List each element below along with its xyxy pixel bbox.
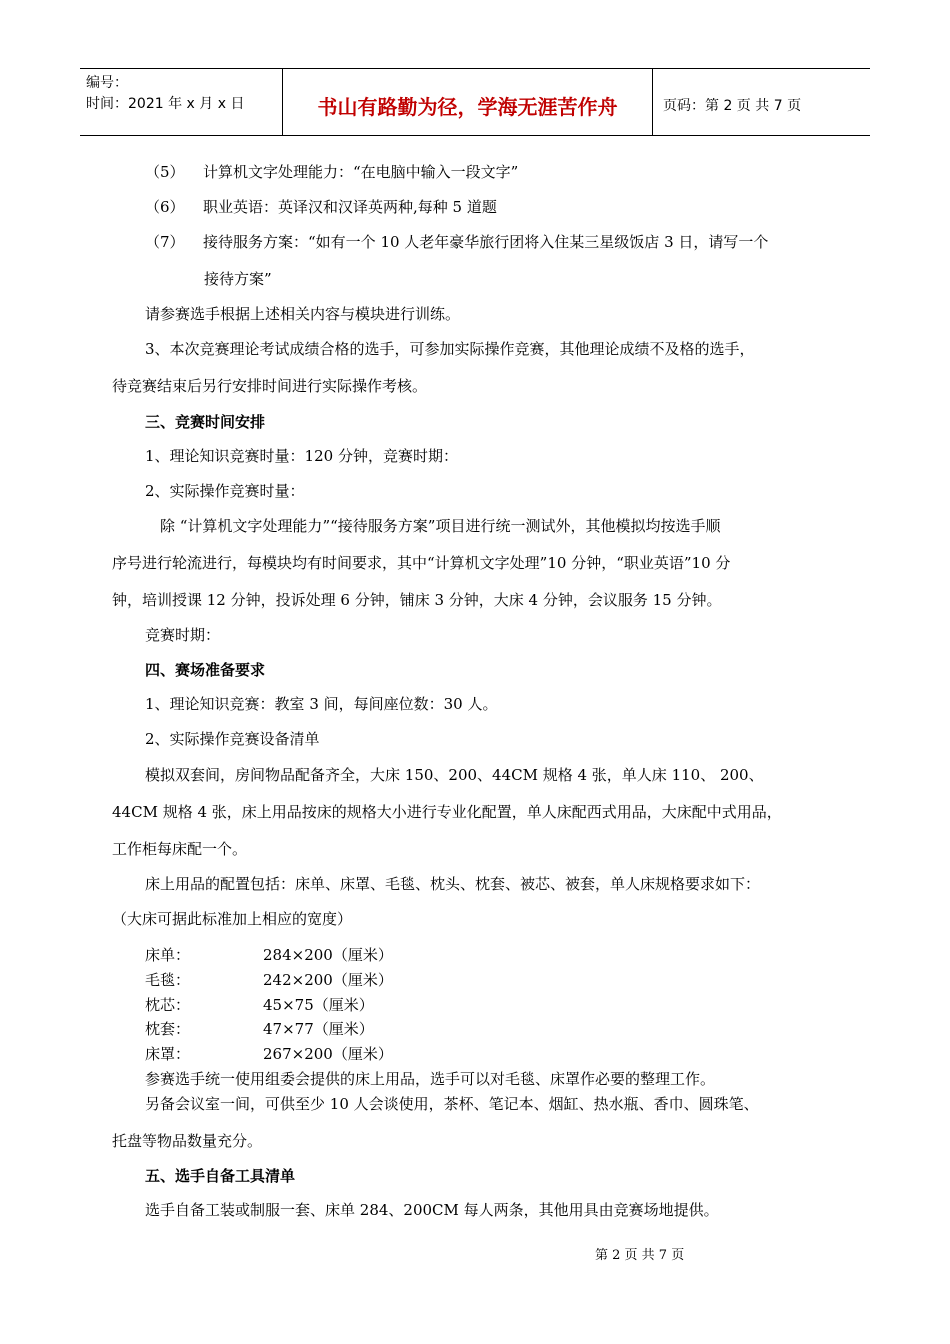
- section-4-item-1: 1、理论知识竞赛：教室 3 间，每间座位数：30 人。: [145, 695, 498, 713]
- section-4-title: 四、赛场准备要求: [145, 661, 266, 679]
- section-4-item-2: 2、实际操作竞赛设备清单: [145, 730, 320, 748]
- page-footer: 第 2 页 共 7 页: [595, 1248, 685, 1263]
- spec-row: [145, 969, 393, 991]
- bedding-paragraph-line-1: 床上用品的配置包括：床单、床罩、毛毯、枕头、枕套、被芯、被套，单人床规格要求如下：: [145, 875, 761, 893]
- spec-row: [145, 1043, 393, 1065]
- section-5-paragraph: 选手自备工装或制服一套、床单 284、200CM 每人两条，其他用具由竞赛场地提供。: [145, 1201, 719, 1219]
- section-3-period: 竞赛时期：: [145, 626, 221, 644]
- spec-size: 284×200（厘米）: [263, 946, 393, 964]
- spec-row: [145, 944, 393, 966]
- spec-row: [145, 1018, 374, 1040]
- spec-name: 床单：: [145, 946, 191, 964]
- spec-name: 毛毯：: [145, 971, 191, 989]
- meeting-paragraph-line-2: 托盘等物品数量充分。: [112, 1132, 263, 1150]
- header-motto: 书山有路勤为径，学海无涯苦作舟: [282, 69, 653, 135]
- list-item-number: （5）: [145, 163, 185, 181]
- spec-size: 47×77（厘米）: [263, 1020, 374, 1038]
- bedding-paragraph-line-2: （大床可据此标准加上相应的宽度）: [112, 910, 353, 928]
- time-label: 时间：2021 年 x 月 x 日: [86, 96, 245, 112]
- section-5-title: 五、选手自备工具清单: [145, 1167, 296, 1185]
- spec-size: 242×200（厘米）: [263, 971, 393, 989]
- paragraph-3-line-1: 3、本次竞赛理论考试成绩合格的选手，可参加实际操作竞赛，其他理论成绩不及格的选手，: [145, 340, 755, 358]
- section-3-title: 三、竞赛时间安排: [145, 413, 266, 431]
- header-left-cell: [80, 69, 282, 135]
- bedding-note: 参赛选手统一使用组委会提供的床上用品，选手可以对毛毯、床罩作必要的整理工作。: [145, 1070, 716, 1088]
- section-4-paragraph-line-2: 44CM 规格 4 张，床上用品按床的规格大小进行专业化配置，单人床配西式用品，大床配中式用品，: [112, 803, 782, 821]
- section-3-paragraph-line-2: 序号进行轮流进行，每模块均有时间要求，其中“计算机文字处理”10 分钟，“职业英语”10 分: [112, 554, 731, 572]
- spec-name: 枕芯：: [145, 996, 191, 1014]
- spec-name: 床罩：: [145, 1045, 191, 1063]
- list-item-text: 接待服务方案：“如有一个 10 人老年豪华旅行团将入住某三星级饭店 3 日，请写一个: [203, 233, 769, 251]
- serial-label: 编号：: [86, 75, 128, 91]
- spec-size: 45×75（厘米）: [263, 996, 374, 1014]
- meeting-paragraph-line-1: 另备会议室一间，可供至少 10 人会谈使用，茶杯、笔记本、烟缸、热水瓶、香巾、圆珠笔、: [145, 1095, 759, 1113]
- page-header: [80, 68, 870, 136]
- spec-size: 267×200（厘米）: [263, 1045, 393, 1063]
- list-item-text: 职业英语：英译汉和汉译英两种,每种 5 道题: [203, 198, 497, 216]
- section-3-item-1: 1、理论知识竞赛时量：120 分钟，竞赛时期：: [145, 447, 458, 465]
- spec-name: 枕套：: [145, 1020, 191, 1038]
- list-item-6: [145, 196, 497, 218]
- list-item-number: （6）: [145, 198, 185, 216]
- list-item-text: 计算机文字处理能力：“在电脑中输入一段文字”: [203, 163, 519, 181]
- section-3-paragraph-line-1: 除 “计算机文字处理能力”“接待服务方案”项目进行统一测试外，其他模拟均按选手顺: [160, 517, 721, 535]
- list-item-number: （7）: [145, 233, 185, 251]
- list-item-7: [145, 231, 768, 253]
- training-paragraph: 请参赛选手根据上述相关内容与模块进行训练。: [145, 305, 461, 323]
- list-item-5: [145, 161, 518, 183]
- list-item-7-continuation: 接待方案”: [204, 270, 272, 288]
- section-3-paragraph-line-3: 钟，培训授课 12 分钟，投诉处理 6 分钟，铺床 3 分钟，大床 4 分钟，会议服务 15 分钟。: [112, 591, 722, 609]
- header-page-info: 页码：第 2 页 共 7 页: [663, 98, 802, 114]
- spec-row: [145, 994, 374, 1016]
- section-3-item-2: 2、实际操作竞赛时量：: [145, 482, 305, 500]
- section-4-paragraph-line-3: 工作柜每床配一个。: [112, 840, 248, 858]
- paragraph-3-line-2: 待竞赛结束后另行安排时间进行实际操作考核。: [112, 377, 428, 395]
- section-4-paragraph-line-1: 模拟双套间，房间物品配备齐全，大床 150、200、44CM 规格 4 张，单人床 110、 200、: [145, 766, 764, 784]
